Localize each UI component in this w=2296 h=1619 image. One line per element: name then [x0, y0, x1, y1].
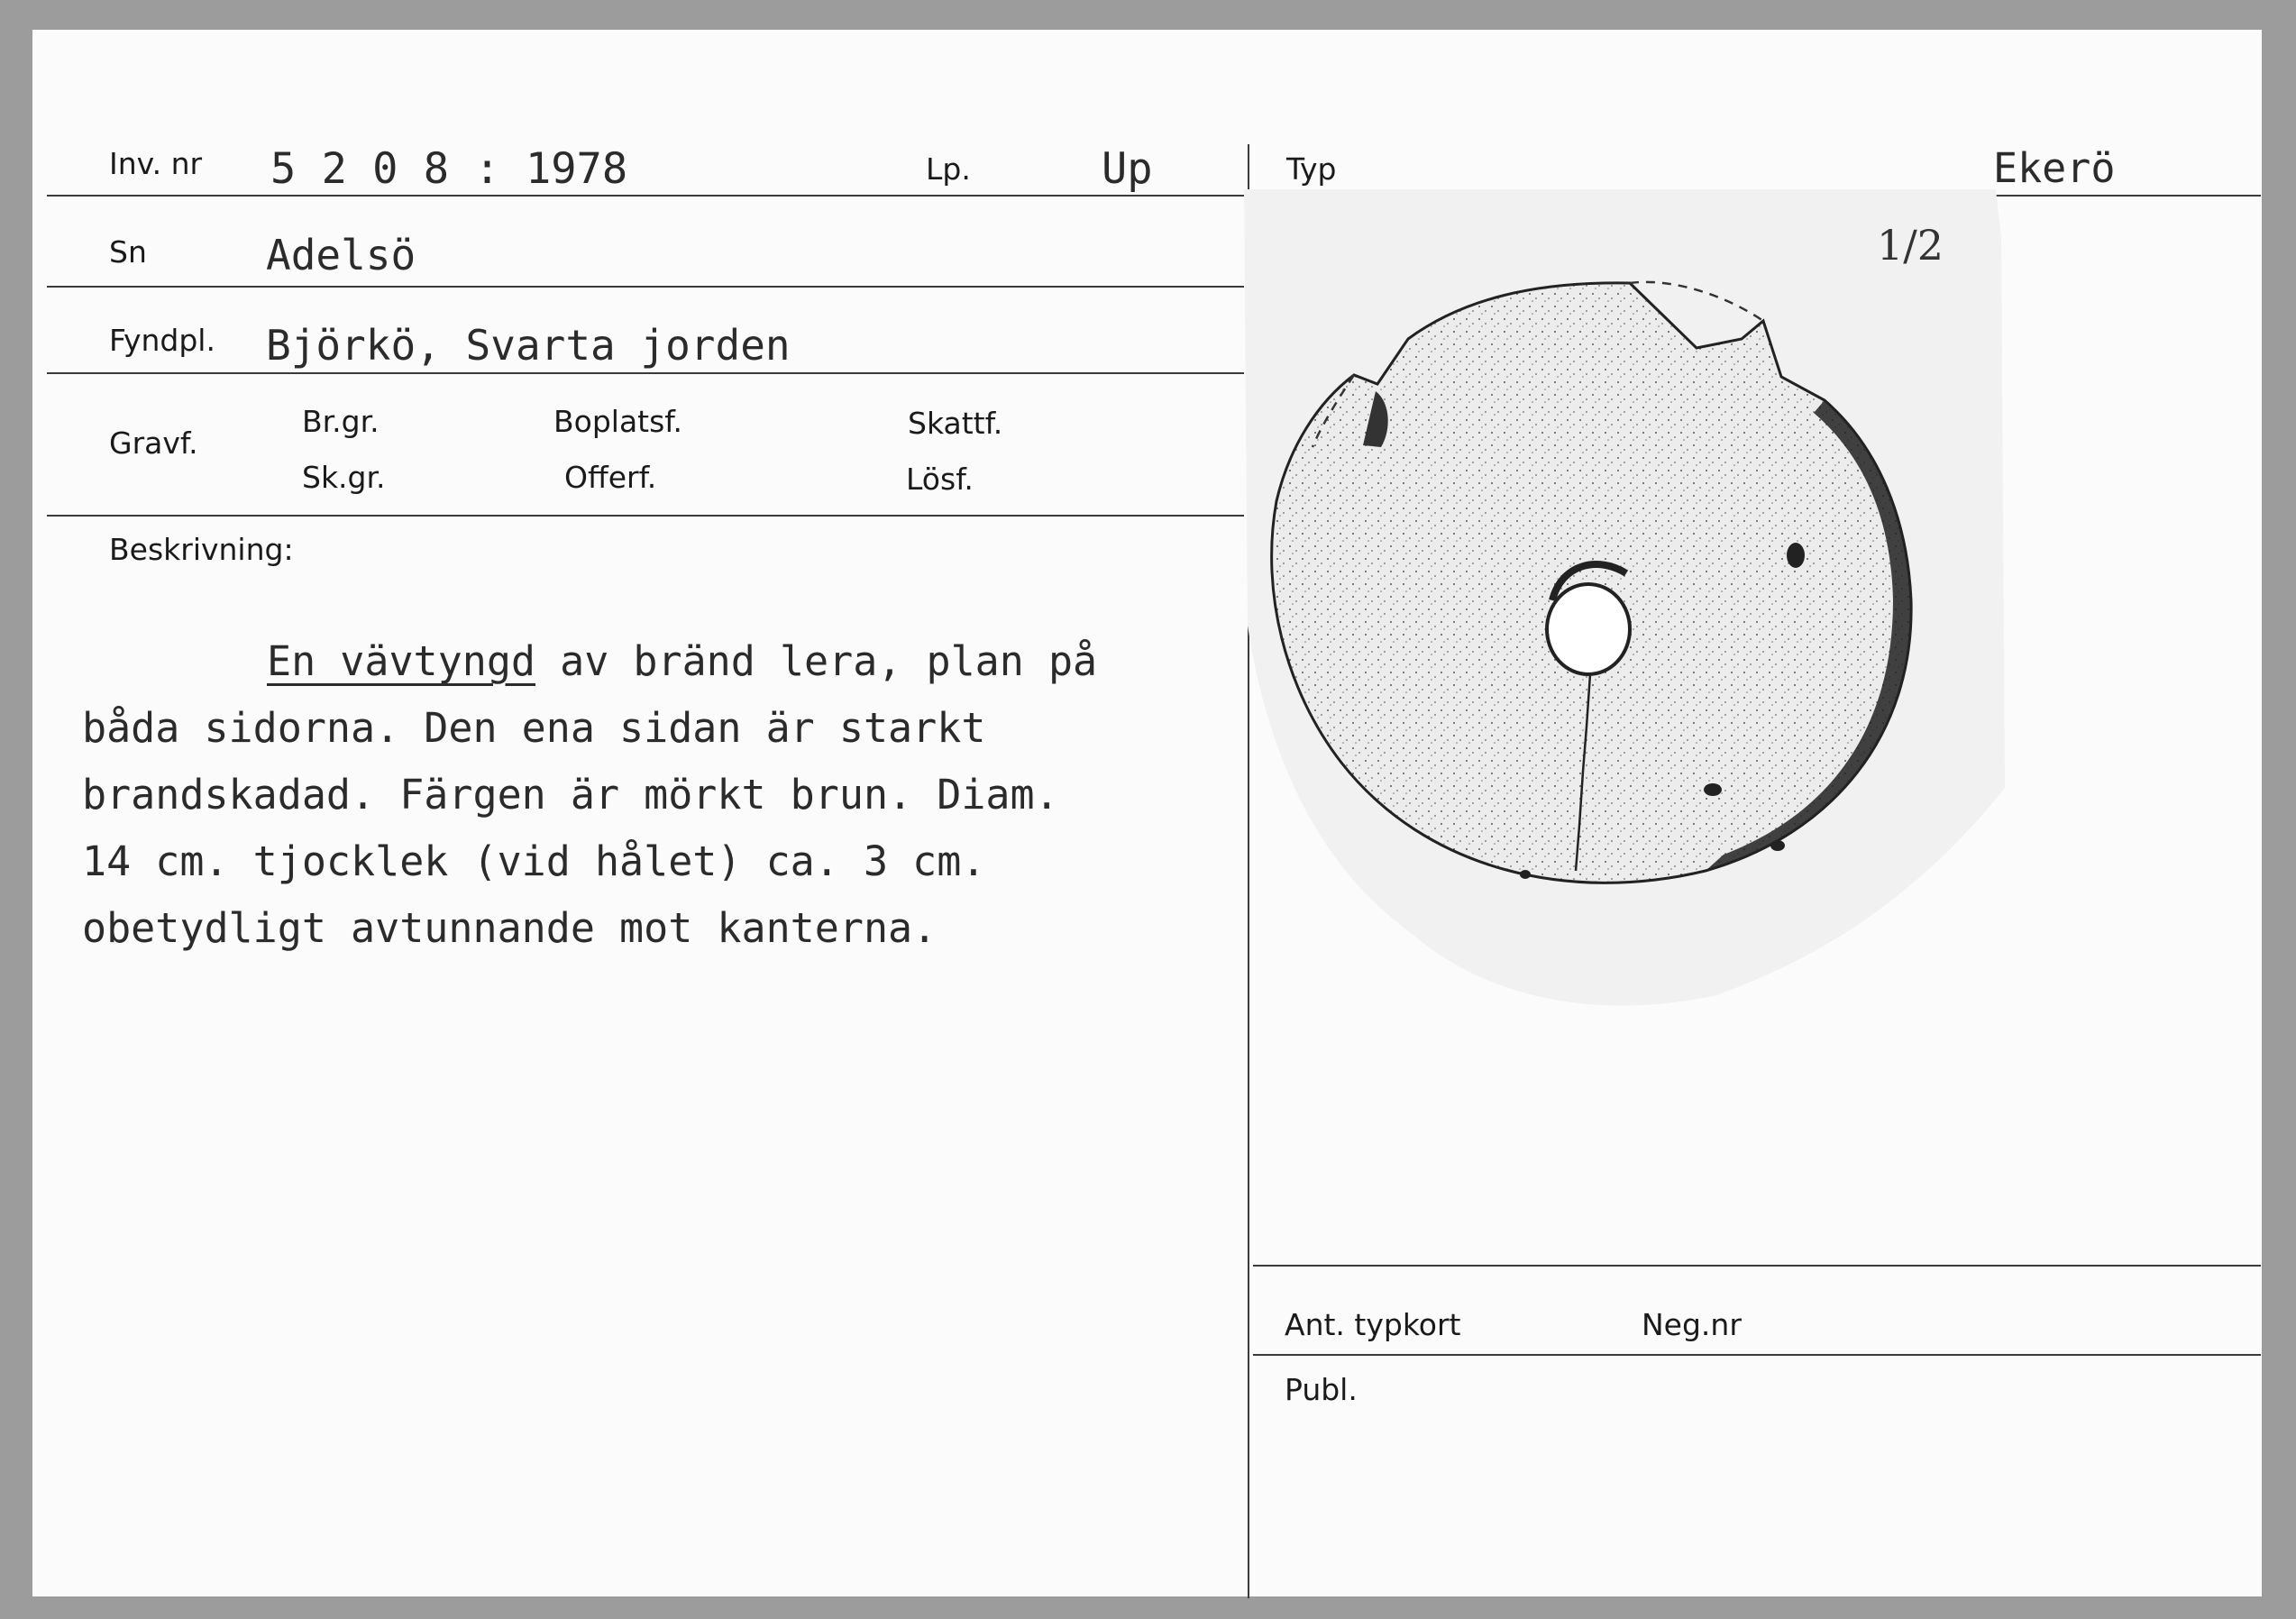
fyndpl-value: Björkö, Svarta jorden — [266, 321, 791, 370]
rule-gravf — [47, 515, 1244, 517]
typ-value: Ekerö — [1993, 144, 2116, 192]
inv-value: 5 2 0 8 : 1978 — [270, 144, 628, 194]
description-line-1 — [82, 628, 1254, 695]
rule-footer-top — [1253, 1265, 2261, 1267]
rule-ant — [1253, 1354, 2261, 1356]
loom-weight-drawing — [1237, 177, 2010, 1056]
neg-nr-label: Neg.nr — [1642, 1307, 1742, 1342]
scale-label: 1/2 — [1877, 221, 1944, 270]
fyndpl-label: Fyndpl. — [109, 323, 215, 358]
description-underlined-term: En vävtyngd — [267, 637, 536, 685]
typ-label: Typ — [1286, 151, 1337, 187]
rule-sn — [47, 286, 1244, 288]
description-line-5: obetydligt avtunnande mot kanterna. — [82, 904, 938, 952]
publ-label: Publ. — [1285, 1372, 1358, 1407]
description-line-3: brandskadad. Färgen är mörkt brun. Diam. — [82, 771, 1059, 819]
loom-weight-illustration — [1237, 177, 2010, 1056]
sk-gr-label: Sk.gr. — [302, 460, 386, 495]
sn-value: Adelsö — [266, 231, 416, 279]
center-hole — [1547, 584, 1630, 674]
lp-value: Up — [1102, 144, 1153, 194]
beskrivning-label: Beskrivning: — [109, 532, 294, 567]
boplatsf-label: Boplatsf. — [553, 404, 683, 439]
description-line-4: 14 cm. tjocklek (vid hålet) ca. 3 cm. — [82, 837, 986, 885]
description-line-2: båda sidorna. Den ena sidan är starkt — [82, 704, 986, 752]
offerf-label: Offerf. — [564, 460, 657, 495]
skattf-label: Skattf. — [908, 406, 1003, 441]
description-text — [82, 628, 1254, 962]
sn-label: Sn — [109, 234, 147, 270]
ant-typkort-label: Ant. typkort — [1285, 1307, 1461, 1342]
rule-inv — [47, 195, 1244, 197]
rule-fyndpl — [47, 372, 1244, 374]
lp-label: Lp. — [926, 151, 971, 187]
gravf-label: Gravf. — [109, 425, 198, 461]
description-line-1-rest: av bränd lera, plan på — [535, 637, 1098, 685]
losf-label: Lösf. — [906, 462, 974, 497]
br-gr-label: Br.gr. — [302, 404, 380, 439]
inv-label: Inv. nr — [109, 146, 203, 181]
